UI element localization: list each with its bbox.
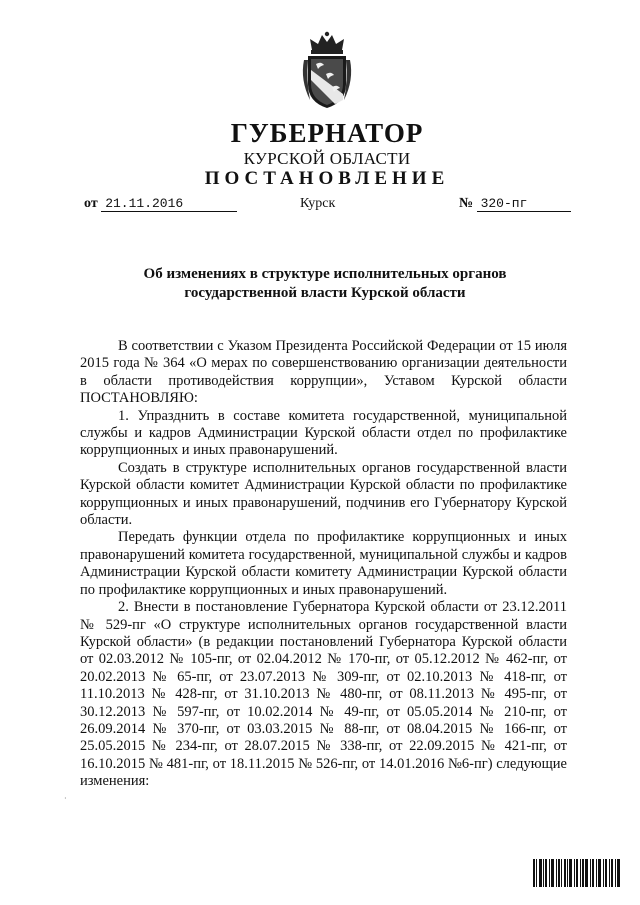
margin-mark: · xyxy=(64,794,67,803)
body-paragraph: Создать в структуре исполнительных органов государственной власти Курской области комитет Администрации Курской области по профилактике коррупционных и иных правонарушений, подчинив его Губернатору Курской области. xyxy=(80,459,567,529)
barcode-icon xyxy=(533,859,621,887)
date-line xyxy=(84,196,237,212)
region-title: КУРСКОЙ ОБЛАСТИ xyxy=(243,149,411,168)
body-paragraph: В соответствии с Указом Президента Российской Федерации от 15 июля 2015 года № 364 «О мерах по совершенствованию организации деятельности в области противодействия коррупции», Уставом Курской области ПОСТАНОВЛЯЮ: xyxy=(80,338,567,407)
number-label: № xyxy=(459,196,474,211)
governor-title: ГУБЕРНАТОР xyxy=(230,118,424,148)
kursk-coat-of-arms-icon xyxy=(296,30,358,110)
document-type: ПОСТАНОВЛЕНИЕ xyxy=(204,168,450,189)
document-subject xyxy=(70,265,580,303)
date-value: 21.11.2016 xyxy=(101,196,237,212)
body-paragraph: 2. Внести в постановление Губернатора Курской области от 23.12.2011 № 529-пг «О структуре исполнительных органов государственной власти Курской области» (в редакции постановлений Губернатора Курской области от 02.03.2012 № 105-пг, от 02.04.2012 № 170-пг, от 05.12.2012 № 462-пг, от 20.02.2013 № 65-пг, от 23.07.2013 № 309-пг, от 02.10.2013 № 418-пг, от 11.10.2013 № 428-пг, от 31.10.2013 № 480-пг, от 08.11.2013 № 495-пг, от 30.12.2013 № 597-пг, от 10.02.2014 № 49-пг, от 05.05.2014 № 210-пг, от 26.09.2014 № 370-пг, от 03.03.2015 № 88-пг, от 08.04.2015 № 166-пг, от 25.05.2015 № 234-пг, от 28.07.2015 № 338-пг, от 22.09.2015 № 421-пг, от 16.10.2015 № 481-пг, от 18.11.2015 № 526-пг, от 14.01.2016 №6-пг) следующие изменения: xyxy=(80,599,567,790)
body-paragraph: Передать функции отдела по профилактике коррупционных и иных правонарушений комитета государственной, муниципальной службы и кадров Администрации Курской области комитету Администрации Курской области по профилактике коррупционных и иных правонарушений. xyxy=(80,529,567,598)
number-value: 320-пг xyxy=(477,196,571,212)
number-line xyxy=(459,196,571,212)
document-body xyxy=(80,338,567,791)
city-name: Курск xyxy=(300,196,336,211)
date-label: от xyxy=(84,196,98,211)
subject-line-1: Об изменениях в структуре исполнительных органов xyxy=(143,266,507,282)
subject-line-2: государственной власти Курской области xyxy=(184,285,466,301)
body-paragraph: 1. Упразднить в составе комитета государственной, муниципальной службы и кадров Администрации Курской области отдел по профилактике коррупционных и иных правонарушений. xyxy=(80,407,567,459)
